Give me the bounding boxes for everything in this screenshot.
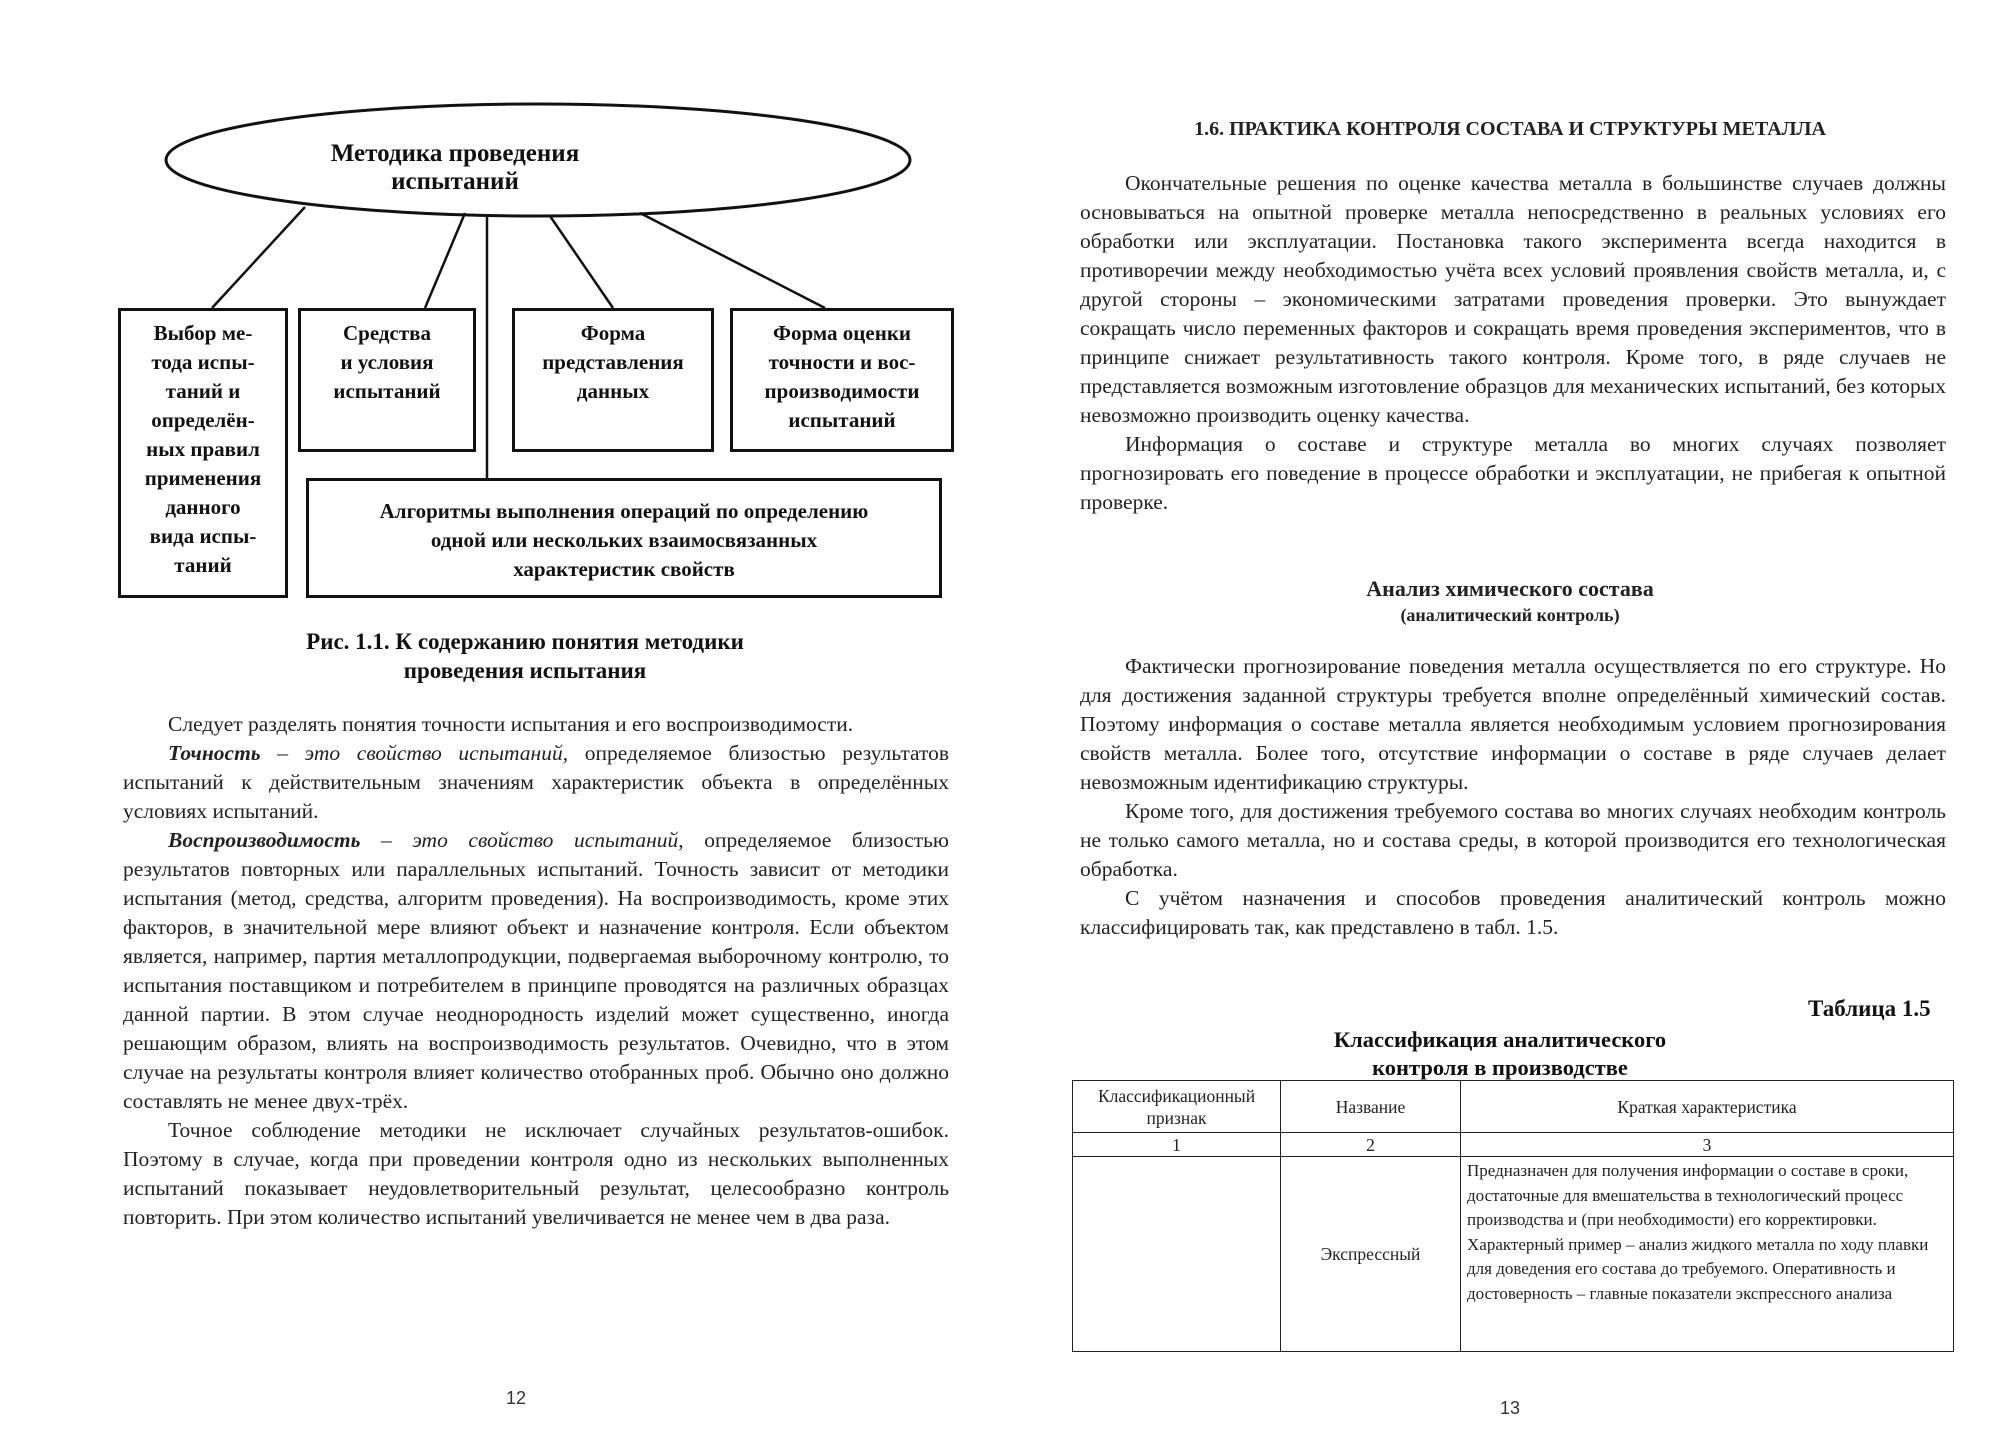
table-number-cell: 3 [1461,1133,1954,1157]
left-body-text [123,710,949,1232]
methodology-diagram [0,0,1000,610]
paragraph-text: , определяемое близостью результатов повторных или параллельных испытаний. Точность зависит от методики испытания (метод, средства, алгоритм проведения). На воспроизводимость, кроме этих факторов, в значительной мере влияют объект и назначение контроля. Если объектом является, например, партия металлопродукции, подвергаемая выборочному контролю, то испытания поставщиком и потребителем в принципе проводятся на различных образцах данной партии. В этом случае неоднородность изделий может существенно, иногда решающим образом, влиять на воспроизводимость результатов. Очевидно, что в этом случае на результаты контроля влияет количество отобранных проб. Обычно оно должно составлять не менее двух-трёх. [123,828,949,1113]
table-cell-description: Предназначен для получения информации о составе в сроки, достаточные для вмешательства в технологический процесс производства и (при необходимости) его корректировки. Характерный пример – анализ жидкого металла по ходу плавки для доведения его состава до требуемого. Оперативность и достоверность – главные показатели экспрессного анализа [1461,1157,1954,1352]
box-assessment-line: Форма оценки [772,321,912,345]
table-number-row [1073,1133,1954,1157]
term-accuracy: Точность [168,741,261,765]
box-algorithms-line: характеристик свойств [513,557,735,581]
paragraph-text: , определяемое близостью результатов испытаний к действительным значениям характеристик объекта в определённых условиях испытаний. [123,741,949,823]
box-assessment-line: производимости [764,379,920,403]
box-algorithms-line: одной или нескольких взаимосвязанных [430,528,818,552]
section-heading: 1.6. ПРАКТИКА КОНТРОЛЯ СОСТАВА И СТРУКТУРЫ МЕТАЛЛА [1194,118,1826,140]
box-data-form [512,308,714,452]
term-reproducibility: Воспроизводимость [168,828,361,852]
paragraph: Окончательные решения по оценке качества металла в большинстве случаев должны основываться на опытной проверке металла непосредственно в реальных условиях его обработки или эксплуатации. Постановка такого эксперимента всегда находится в противоречии между необходимостью учёта всех условий проявления свойств металла, и, с другой стороны – экономическими затратами проведения проверки. Это вынуждает сокращать число переменных факторов и сокращать время проведения экспериментов, что в принципе снижает результативность такого контроля. Кроме того, в ряде случаев не представляется возможным изготовление образцов для механических испытаний, без которых невозможно производить оценку качества. [1080,171,1946,427]
diagram-oval-label: Методика проведения испытаний [330,140,580,195]
table-number-cell: 1 [1073,1133,1281,1157]
table-title-line: контроля в производстве [1372,1055,1628,1080]
box-assessment-line: испытаний [788,408,896,432]
paragraph: Информация о составе и структуре металла во многих случаях позволяет прогнозировать его поведение в процессе обработки и эксплуатации, не прибегая к опытной проверке. [1080,432,1946,514]
box-form-line: Форма [580,321,646,345]
connector-assessment [640,213,825,308]
box-method-line: данного [165,495,241,519]
paragraph: Точное соблюдение методики не исключает случайных результатов-ошибок. Поэтому в случае, когда при проведении контроля одно из нескольких выполненных испытаний показывает неудовлетворительный результат, целесообразно контроль повторить. При этом количество испытаний увеличивается не менее чем в два раза. [123,1118,949,1229]
box-method-selection [118,308,288,598]
box-means-line: и условия [340,350,434,374]
table-row [1073,1157,1954,1352]
classification-table [1072,1080,1954,1352]
paragraph: Кроме того, для достижения требуемого состава во многих случаях необходим контроль не только самого металла, но и состава среды, в которой производится его технологическая обработка. [1080,799,1946,881]
table-title-line: Классификация аналитического [1333,1027,1667,1052]
figure-caption [90,627,960,685]
subheading: Анализ химического состава [1366,576,1654,601]
box-assessment-form [730,308,954,452]
page-number: 13 [1500,1398,1521,1418]
box-method-line: вида испы- [149,524,257,548]
box-method-line: таний [174,553,232,577]
paragraph: С учётом назначения и способов проведения аналитический контроль можно классифицировать так, как представлено в табл. 1.5. [1080,886,1946,939]
box-assessment-line: точности и вос- [768,350,916,374]
table-header-row [1073,1081,1954,1133]
connector-form [550,216,613,308]
connector-means [425,213,465,308]
box-method-line: Выбор ме- [153,321,253,345]
box-method-line: тода испы- [151,350,255,374]
figure-caption-line: Рис. 1.1. К содержанию понятия методики [306,629,744,654]
definition-lead: – это свойство испытаний [260,741,563,765]
paragraph: Следует разделять понятия точности испытания и его воспроизводимости. [168,712,854,736]
box-algorithms-line: Алгоритмы выполнения операций по определению [379,499,869,523]
table-cell-feature [1073,1157,1281,1352]
box-method-line: ных правил [146,437,260,461]
box-form-line: данных [576,379,650,403]
subheading-note: (аналитический контроль) [1400,605,1620,625]
table-title [1200,1026,1800,1082]
table-header-cell: Классификационный признак [1073,1081,1281,1133]
right-body-text-top [1080,169,1946,517]
box-algorithms [306,478,942,598]
right-page [1000,0,2000,1431]
box-method-line: таний и [165,379,241,403]
right-body-text-bottom [1080,652,1946,942]
box-means-line: Средства [342,321,431,345]
table-label: Таблица 1.5 [1808,996,1931,1021]
box-form-line: представления [542,350,684,374]
connector-method [212,207,305,308]
paragraph: Фактически прогнозирование поведения металла осуществляется по его структуре. Но для достижения заданной структуры требуется вполне определённый химический состав. Поэтому информация о составе металла является необходимым условием прогнозирования свойств металла. Более того, отсутствие информации о составе в ряде случаев делает невозможным идентификацию структуры. [1080,654,1946,794]
box-method-line: определён- [151,408,255,432]
table-header-cell: Название [1281,1081,1461,1133]
paragraph-reproducibility [123,826,949,1116]
figure-caption-line: проведения испытания [403,658,647,683]
box-means-conditions [298,308,476,452]
definition-lead: – это свойство испытаний [360,828,679,852]
page-number: 12 [506,1388,527,1408]
table-number-cell: 2 [1281,1133,1461,1157]
paragraph-accuracy [123,739,949,826]
table-header-cell: Краткая характеристика [1461,1081,1954,1133]
box-method-line: применения [144,466,262,490]
table-cell-name: Экспрессный [1281,1157,1461,1352]
box-means-line: испытаний [333,379,441,403]
